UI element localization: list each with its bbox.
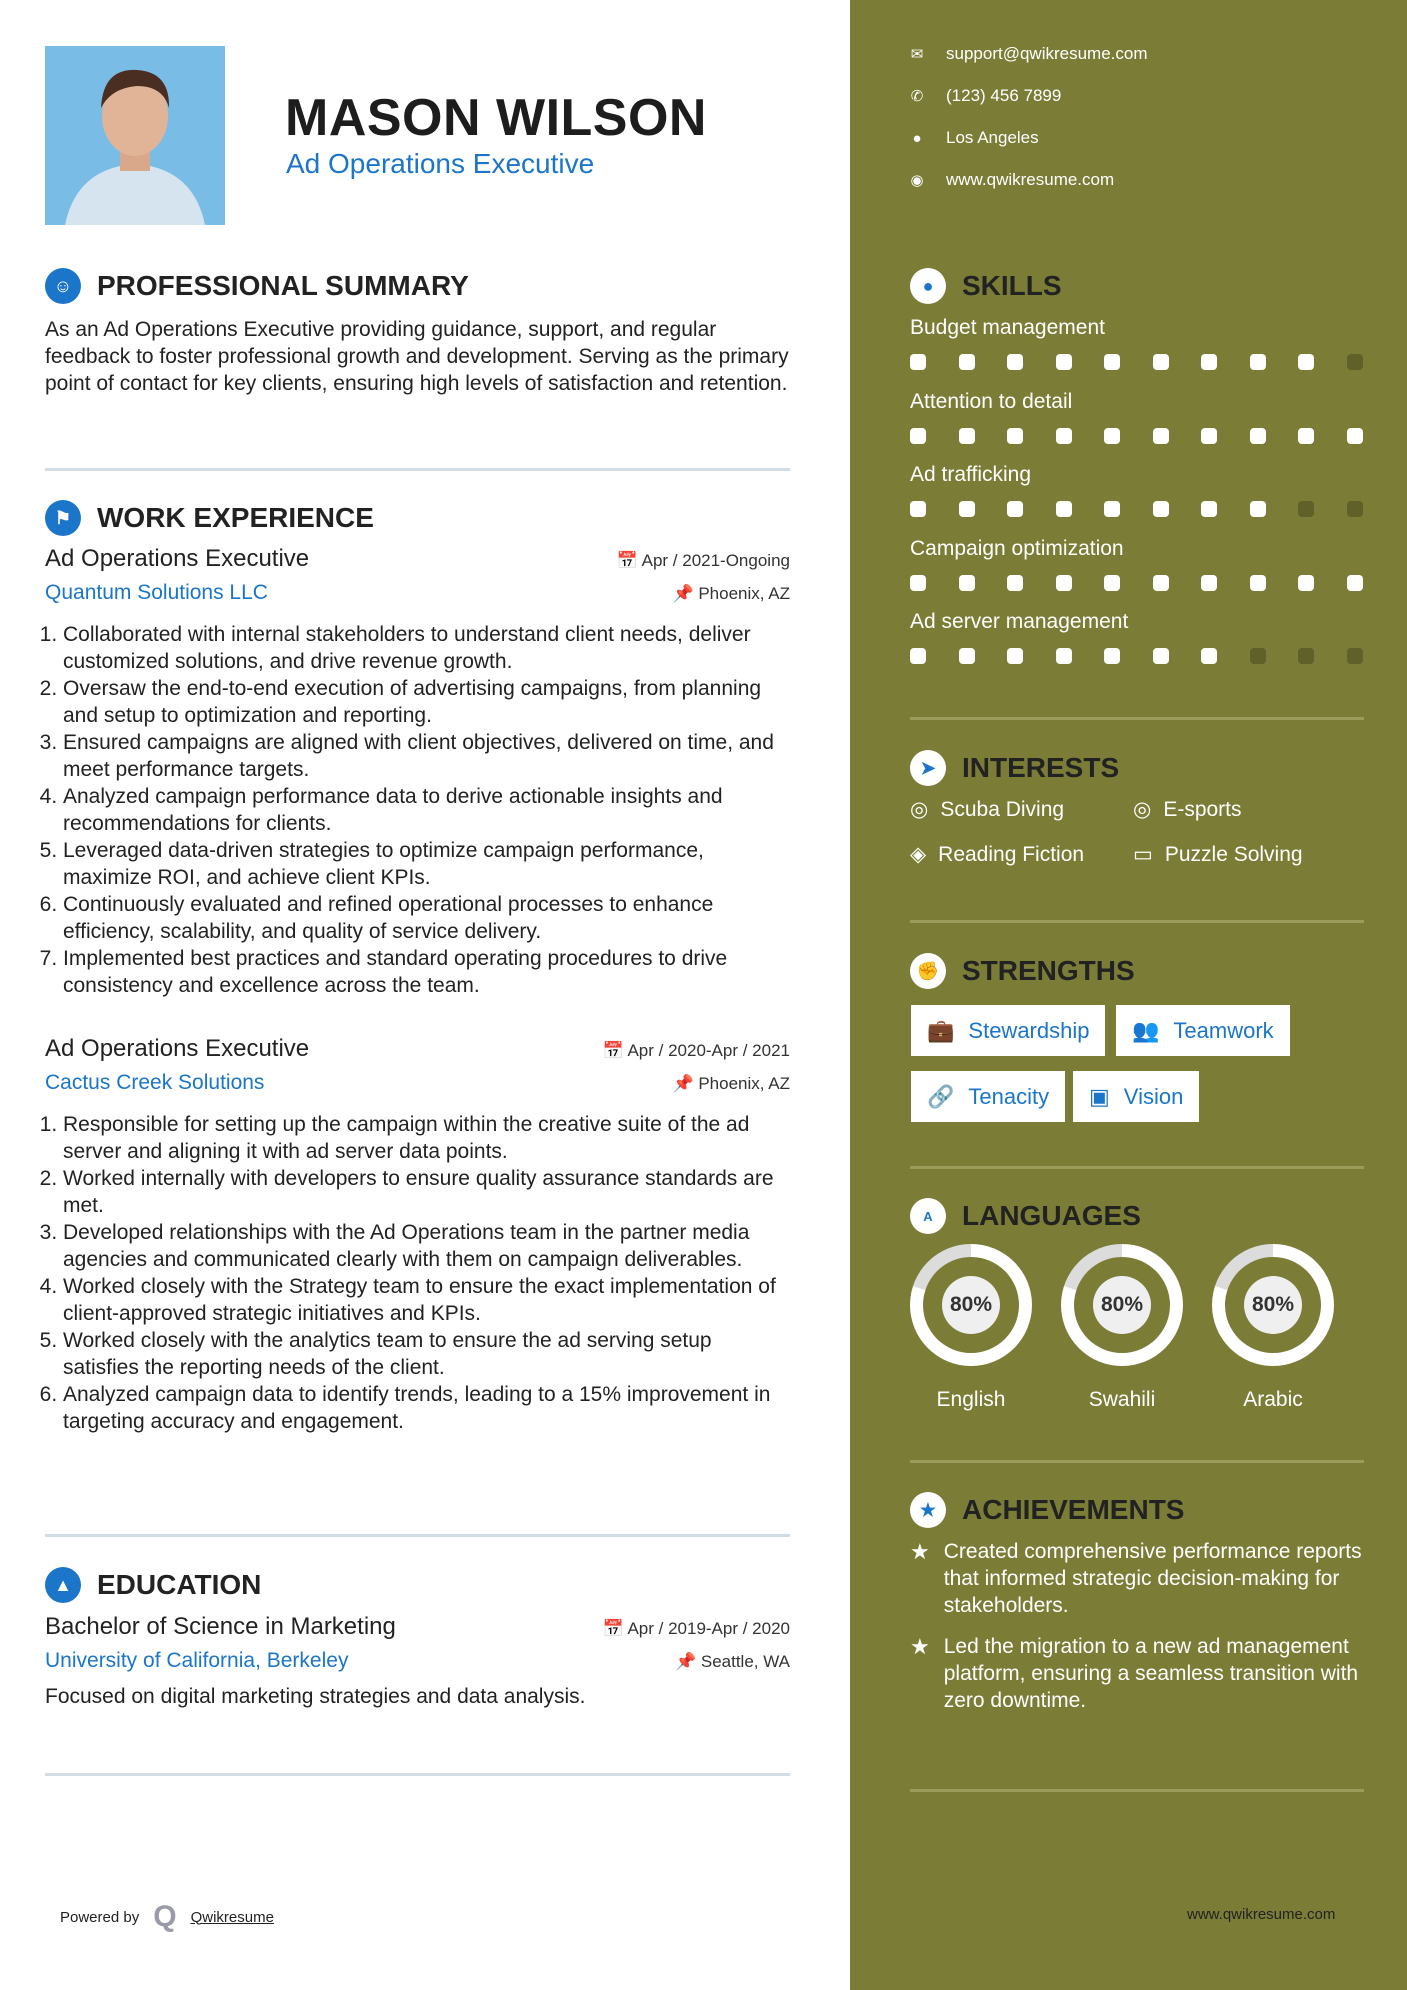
- users-icon: 👥: [1132, 1017, 1160, 1043]
- languages-heading: A LANGUAGES: [910, 1198, 1141, 1234]
- duty-item: 3. Ensured campaigns are aligned with client objectives, delivered on time, and meet performance targets.: [63, 729, 790, 783]
- divider: [45, 468, 790, 471]
- duty-item: 1. Collaborated with internal stakeholders to understand client needs, deliver customized solutions, and drive revenue growth.: [63, 621, 790, 675]
- rating-dot-filled: [1250, 354, 1266, 370]
- rating-dot-filled: [959, 648, 975, 664]
- calendar-icon: 📅: [602, 1619, 628, 1638]
- rating-dot-empty: [1250, 648, 1266, 664]
- rating-dot-filled: [959, 575, 975, 591]
- duty-item: 6. Analyzed campaign data to identify trends, leading to a 15% improvement in targeting accuracy and engagement.: [63, 1381, 790, 1435]
- user-icon: ☺: [45, 268, 81, 304]
- duty-item: 5. Leveraged data-driven strategies to optimize campaign performance, maximize ROI, and achieve client KPIs.: [63, 837, 790, 891]
- briefcase-icon: 💼: [927, 1017, 955, 1043]
- profile-photo: [45, 46, 225, 225]
- rating-dot-filled: [1104, 354, 1120, 370]
- skill-name: Campaign optimization: [910, 536, 1124, 560]
- lightbulb-icon: ●: [910, 268, 946, 304]
- gamepad-icon: ◈: [910, 843, 927, 866]
- rating-dot-filled: [1056, 428, 1072, 444]
- language-percent: 80%: [942, 1276, 1000, 1334]
- rating-dot-filled: [1007, 428, 1023, 444]
- star-icon: ★: [910, 1634, 930, 1659]
- skill-rating: [910, 575, 1364, 591]
- job-entry: [45, 1035, 790, 1435]
- company-name: Quantum Solutions LLC: [45, 581, 268, 604]
- education-location: 📌 Seattle, WA: [674, 1652, 790, 1671]
- pin-icon: 📌: [672, 1074, 699, 1093]
- interest-item: ◈ Reading Fiction: [910, 842, 1085, 866]
- footer-website[interactable]: www.qwikresume.com: [1187, 1906, 1336, 1923]
- skill-item: [910, 537, 1364, 611]
- duty-item: 3. Developed relationships with the Ad Operations team in the partner media agencies and communicated clearly with them on campaign deliverables.: [63, 1219, 790, 1273]
- summary-text: As an Ad Operations Executive providing guidance, support, and regular feedback to foster professional growth and development. Serving as the primary point of contact for key clients, ensuring high levels of satisfaction and retention.: [45, 318, 789, 395]
- skill-name: Attention to detail: [910, 389, 1073, 413]
- job-title: Ad Operations Executive: [45, 1035, 310, 1062]
- education-entry: [45, 1613, 790, 1710]
- language-name: Swahili: [1088, 1388, 1156, 1411]
- rating-dot-filled: [1153, 648, 1169, 664]
- translate-icon: A: [910, 1198, 946, 1234]
- rating-dot-filled: [1298, 575, 1314, 591]
- divider: [910, 1166, 1364, 1169]
- duty-item: 2. Worked internally with developers to ensure quality assurance standards are met.: [63, 1165, 790, 1219]
- rating-dot-filled: [1007, 575, 1023, 591]
- job-location: 📌 Phoenix, AZ: [672, 1074, 790, 1093]
- rating-dot-filled: [1007, 501, 1023, 517]
- rating-dot-filled: [959, 428, 975, 444]
- calendar-icon: 📅: [616, 551, 642, 570]
- rating-dot-empty: [1347, 648, 1363, 664]
- book-icon: ▭: [1133, 843, 1153, 866]
- job-entry: [45, 545, 790, 999]
- strengths-heading: ✊ STRENGTHS: [910, 953, 1135, 989]
- school-name: University of California, Berkeley: [45, 1649, 349, 1672]
- rating-dot-filled: [1201, 648, 1217, 664]
- strength-chip: ▣ Vision: [1073, 1071, 1199, 1122]
- rating-dot-filled: [1250, 428, 1266, 444]
- phone-icon: ✆: [910, 88, 924, 105]
- rating-dot-filled: [1347, 575, 1363, 591]
- duty-item: 4. Analyzed campaign performance data to derive actionable insights and recommendations for clients.: [63, 783, 790, 837]
- education-heading: ▲ EDUCATION: [45, 1567, 261, 1603]
- skill-rating: [910, 354, 1364, 370]
- rating-dot-filled: [1153, 501, 1169, 517]
- work-heading: ⚑ WORK EXPERIENCE: [45, 500, 374, 536]
- rating-dot-filled: [1347, 428, 1363, 444]
- language-progress-ring: [910, 1244, 1032, 1366]
- rating-dot-filled: [1056, 575, 1072, 591]
- duty-item: 5. Worked closely with the analytics team to ensure the ad serving setup satisfies the reporting needs of the client.: [63, 1327, 790, 1381]
- duty-item: 2. Oversaw the end-to-end execution of advertising campaigns, from planning and setup to optimization and reporting.: [63, 675, 790, 729]
- interest-item: ◎ E-sports: [1133, 797, 1242, 821]
- language-progress-ring: [1212, 1244, 1334, 1366]
- skill-item: [910, 390, 1364, 464]
- rating-dot-filled: [1153, 428, 1169, 444]
- lifebuoy-icon: ◎: [1133, 798, 1152, 821]
- rating-dot-filled: [1298, 428, 1314, 444]
- rating-dot-filled: [959, 501, 975, 517]
- rating-dot-filled: [1201, 575, 1217, 591]
- rating-dot-filled: [1104, 648, 1120, 664]
- pin-icon: 📌: [674, 1652, 701, 1671]
- rating-dot-filled: [910, 428, 926, 444]
- fist-icon: ✊: [910, 953, 946, 989]
- education-dates: 📅 Apr / 2019-Apr / 2020: [602, 1619, 790, 1638]
- candidate-name: MASON WILSON: [285, 89, 707, 147]
- skill-rating: [910, 501, 1364, 517]
- calendar-icon: 📅: [602, 1041, 628, 1060]
- link-icon: 🔗: [927, 1083, 955, 1109]
- rating-dot-filled: [1104, 428, 1120, 444]
- language-item: [1212, 1244, 1334, 1412]
- rating-dot-empty: [1298, 501, 1314, 517]
- interest-item: ▭ Puzzle Solving: [1133, 842, 1303, 866]
- duty-item: 6. Continuously evaluated and refined operational processes to enhance efficiency, scalability, and quality of service delivery.: [63, 891, 790, 945]
- degree: Bachelor of Science in Marketing: [45, 1613, 396, 1640]
- language-percent: 80%: [1093, 1276, 1151, 1334]
- achievement-item: ★ Created comprehensive performance reports that informed strategic decision-making for stakeholders.: [910, 1539, 1362, 1617]
- job-location: 📌 Phoenix, AZ: [672, 584, 790, 603]
- language-name: English: [936, 1388, 1006, 1411]
- rating-dot-filled: [1201, 501, 1217, 517]
- rating-dot-filled: [1153, 575, 1169, 591]
- contact-email[interactable]: ✉ support@qwikresume.com: [910, 44, 1148, 63]
- language-name: Arabic: [1243, 1388, 1303, 1411]
- rating-dot-filled: [1056, 354, 1072, 370]
- paper-plane-icon: ➤: [910, 750, 946, 786]
- skill-item: [910, 316, 1364, 390]
- chair-icon: ⚑: [45, 500, 81, 536]
- divider: [910, 920, 1364, 923]
- rating-dot-filled: [1298, 354, 1314, 370]
- rating-dot-filled: [910, 575, 926, 591]
- job-title: Ad Operations Executive: [45, 545, 310, 572]
- achievements-heading: ★ ACHIEVEMENTS: [910, 1492, 1184, 1528]
- duty-item: 1. Responsible for setting up the campaign within the creative suite of the ad server and aligning it with ad server data points.: [63, 1111, 790, 1165]
- rating-dot-filled: [1104, 501, 1120, 517]
- rating-dot-filled: [910, 354, 926, 370]
- strength-chip: 💼 Stewardship: [911, 1005, 1105, 1056]
- rating-dot-filled: [1201, 354, 1217, 370]
- languages-list: [910, 1244, 1334, 1412]
- skill-rating: [910, 648, 1364, 664]
- binoculars-icon: ▣: [1089, 1083, 1110, 1109]
- rating-dot-filled: [910, 501, 926, 517]
- summary-heading: ☺ PROFESSIONAL SUMMARY: [45, 268, 469, 304]
- rating-dot-empty: [1347, 354, 1363, 370]
- rating-dot-filled: [1153, 354, 1169, 370]
- language-item: [910, 1244, 1032, 1412]
- qwikresume-link[interactable]: Qwikresume: [190, 1908, 274, 1926]
- divider: [45, 1773, 790, 1776]
- skill-item: [910, 463, 1364, 537]
- job-duties: [45, 621, 790, 999]
- language-progress-ring: [1061, 1244, 1183, 1366]
- interests-heading: ➤ INTERESTS: [910, 750, 1119, 786]
- rating-dot-empty: [1298, 648, 1314, 664]
- achievement-item: ★ Led the migration to a new ad management platform, ensuring a seamless transition with zero downtime.: [910, 1634, 1359, 1712]
- skill-rating: [910, 428, 1364, 444]
- rating-dot-filled: [1007, 648, 1023, 664]
- map-pin-icon: ●: [912, 129, 922, 147]
- divider: [910, 1789, 1364, 1792]
- rating-dot-filled: [1104, 575, 1120, 591]
- skills-list: [910, 316, 1364, 684]
- duty-item: 7. Implemented best practices and standard operating procedures to drive consistency and excellence across the team.: [63, 945, 790, 999]
- pin-icon: 📌: [672, 584, 699, 603]
- job-dates: 📅 Apr / 2021-Ongoing: [616, 551, 790, 570]
- company-name: Cactus Creek Solutions: [45, 1071, 265, 1094]
- rating-dot-filled: [1250, 501, 1266, 517]
- powered-by: Powered by Q Qwikresume: [60, 1900, 274, 1933]
- strength-chip: 👥 Teamwork: [1116, 1005, 1290, 1056]
- envelope-icon: ✉: [910, 46, 924, 63]
- skill-item: [910, 610, 1364, 684]
- rating-dot-filled: [959, 354, 975, 370]
- rating-dot-empty: [1347, 501, 1363, 517]
- rating-dot-filled: [910, 648, 926, 664]
- education-description: Focused on digital marketing strategies and data analysis.: [45, 1685, 586, 1708]
- strength-chip: 🔗 Tenacity: [911, 1071, 1065, 1122]
- divider: [910, 1460, 1364, 1463]
- divider: [910, 717, 1364, 720]
- skill-name: Ad server management: [910, 610, 1129, 633]
- contact-location: ● Los Angeles: [910, 128, 1039, 148]
- divider: [45, 1534, 790, 1537]
- globe-icon: ◉: [910, 172, 924, 189]
- star-badge-icon: ★: [910, 1492, 946, 1528]
- qwikresume-logo-icon: Q: [153, 1900, 177, 1933]
- candidate-title: Ad Operations Executive: [286, 148, 595, 179]
- rating-dot-filled: [1201, 428, 1217, 444]
- contact-website[interactable]: ◉ www.qwikresume.com: [910, 170, 1115, 189]
- star-icon: ★: [910, 1539, 930, 1564]
- skills-heading: ● SKILLS: [910, 268, 1062, 304]
- job-dates: 📅 Apr / 2020-Apr / 2021: [602, 1041, 790, 1060]
- rating-dot-filled: [1250, 575, 1266, 591]
- interest-item: ◎ Scuba Diving: [910, 797, 1065, 821]
- rating-dot-filled: [1056, 501, 1072, 517]
- rating-dot-filled: [1007, 354, 1023, 370]
- language-item: [1061, 1244, 1183, 1412]
- skill-name: Ad trafficking: [910, 463, 1032, 486]
- duty-item: 4. Worked closely with the Strategy team to ensure the exact implementation of client-approved strategic initiatives and KPIs.: [63, 1273, 790, 1327]
- skill-name: Budget management: [910, 316, 1105, 339]
- lifebuoy-icon: ◎: [910, 798, 929, 821]
- contact-phone[interactable]: ✆ (123) 456 7899: [910, 86, 1062, 105]
- job-duties: [45, 1111, 790, 1435]
- graduation-cap-icon: ▲: [45, 1567, 81, 1603]
- language-percent: 80%: [1244, 1276, 1302, 1334]
- rating-dot-filled: [1056, 648, 1072, 664]
